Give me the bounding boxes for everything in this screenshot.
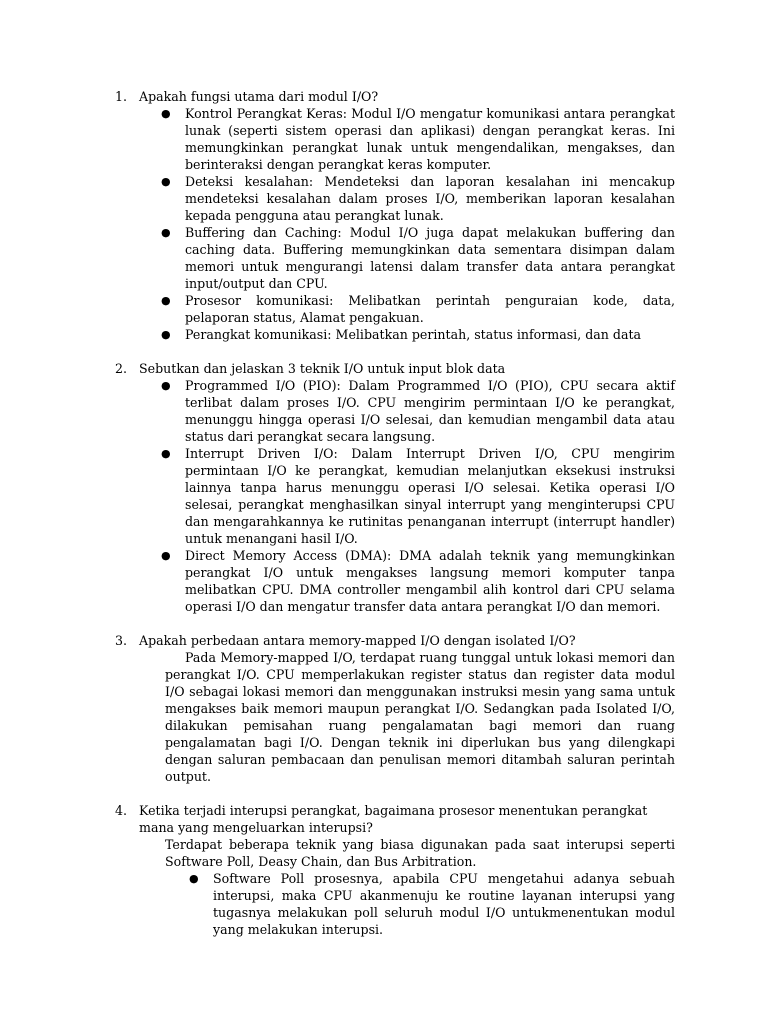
- bullet-dot-icon: ●: [161, 447, 171, 460]
- list-item: [161, 173, 675, 224]
- question-title: Sebutkan dan jelaskan 3 teknik I/O untuk input blok data: [139, 361, 506, 376]
- question-number: 1.: [115, 89, 128, 104]
- question-number: 4.: [115, 803, 128, 818]
- list-item: [161, 292, 675, 326]
- question-number: 2.: [115, 361, 128, 376]
- bullet-dot-icon: ●: [161, 175, 171, 188]
- answer-intro-paragraph: Terdapat beberapa teknik yang biasa digunakan pada saat interupsi seperti Software Poll, Deasy Chain, dan Bus Arbitration.: [165, 837, 675, 869]
- bullet-text: Interrupt Driven I/O: Dalam Interrupt Driven I/O, CPU mengirim permintaan I/O ke perangkat, kemudian melanjutkan eksekusi instruksi lainnya tanpa harus menunggu operasi I/O selesai. Ketika operasi I/O selesai, perangkat menghasilkan sinyal interrupt yang menginterupsi CPU dan mengarahkannya ke rutinitas penanganan interrupt (interrupt handler) untuk menangani hasil I/O.: [185, 446, 675, 546]
- question-number: 3.: [115, 633, 128, 648]
- list-item: [161, 445, 675, 547]
- question-4: [115, 802, 675, 938]
- question-3: [115, 632, 675, 785]
- question-2: [115, 360, 675, 615]
- list-item: [161, 377, 675, 445]
- bullet-text: Programmed I/O (PIO): Dalam Programmed I/O (PIO), CPU secara aktif terlibat dalam proses I/O. CPU mengirim permintaan I/O ke perangkat, menunggu hingga operasi I/O selesai, dan kemudian mengambil data atau status dari perangkat secara langsung.: [185, 378, 675, 444]
- question-heading: [115, 632, 675, 649]
- bullet-text: Software Poll prosesnya, apabila CPU mengetahui adanya sebuah interupsi, maka CPU akanmenuju ke routine layanan interupsi yang tugasnya melakukan poll seluruh modul I/O untukmenentukan modul yang melakukan interupsi.: [213, 871, 675, 937]
- bullet-text: Prosesor komunikasi: Melibatkan perintah penguraian kode, data, pelaporan status, Alamat pengakuan.: [185, 293, 675, 325]
- list-item: [161, 547, 675, 615]
- document-content: [115, 88, 675, 938]
- question-heading: [115, 360, 675, 377]
- list-item: [161, 326, 675, 343]
- bullet-text: Kontrol Perangkat Keras: Modul I/O mengatur komunikasi antara perangkat lunak (seperti sistem operasi dan aplikasi) dengan perangkat keras. Ini memungkinkan perangkat lunak untuk mengendalikan, mengakses, dan berinteraksi dengan perangkat keras komputer.: [185, 106, 675, 172]
- bullet-dot-icon: ●: [161, 549, 171, 562]
- answer-paragraph: Pada Memory-mapped I/O, terdapat ruang tunggal untuk lokasi memori dan perangkat I/O. CPU memperlakukan register status dan register data modul I/O sebagai lokasi memori dan menggunakan instruksi mesin yang sama untuk mengakses baik memori maupun perangkat I/O. Sedangkan pada Isolated I/O, dilakukan pemisahan ruang pengalamatan bagi memori dan ruang pengalamatan bagi I/O. Dengan teknik ini diperlukan bus yang dilengkapi dengan saluran pembacaan dan penulisan memori ditambah saluran perintah output.: [165, 650, 675, 784]
- bullet-dot-icon: ●: [161, 379, 171, 392]
- question-heading: [115, 88, 675, 105]
- bullet-dot-icon: ●: [189, 872, 199, 885]
- question-title: Apakah perbedaan antara memory-mapped I/O dengan isolated I/O?: [139, 633, 576, 648]
- question-1: [115, 88, 675, 343]
- bullet-dot-icon: ●: [161, 107, 171, 120]
- bullet-text: Deteksi kesalahan: Mendeteksi dan laporan kesalahan ini mencakup mendeteksi kesalahan dalam proses I/O, memberikan laporan kesalahan kepada pengguna atau perangkat lunak.: [185, 174, 675, 223]
- list-item: [189, 870, 675, 938]
- list-item: [161, 105, 675, 173]
- bullet-dot-icon: ●: [161, 328, 171, 341]
- spacer: [115, 343, 675, 360]
- bullet-dot-icon: ●: [161, 226, 171, 239]
- bullet-text: Direct Memory Access (DMA): DMA adalah teknik yang memungkinkan perangkat I/O untuk mengakses langsung memori komputer tanpa melibatkan CPU. DMA controller mengambil alih kontrol dari CPU selama operasi I/O dan mengatur transfer data antara perangkat I/O dan memori.: [185, 548, 675, 614]
- spacer: [115, 785, 675, 802]
- question-heading: [115, 802, 675, 836]
- question-title: Apakah fungsi utama dari modul I/O?: [139, 89, 379, 104]
- bullet-dot-icon: ●: [161, 294, 171, 307]
- bullet-text: Buffering dan Caching: Modul I/O juga dapat melakukan buffering dan caching data. Buffering memungkinkan data sementara disimpan dalam memori untuk mengurangi latensi dalam transfer data antara perangkat input/output dan CPU.: [185, 225, 675, 291]
- answer-bullet-list: [189, 870, 675, 938]
- answer-bullet-list: [161, 105, 675, 343]
- spacer: [115, 615, 675, 632]
- answer-bullet-list: [161, 377, 675, 615]
- list-item: [161, 224, 675, 292]
- question-title: Ketika terjadi interupsi perangkat, bagaimana prosesor menentukan perangkat mana yang mengeluarkan interupsi?: [139, 803, 648, 835]
- bullet-text: Perangkat komunikasi: Melibatkan perintah, status informasi, dan data: [185, 327, 642, 342]
